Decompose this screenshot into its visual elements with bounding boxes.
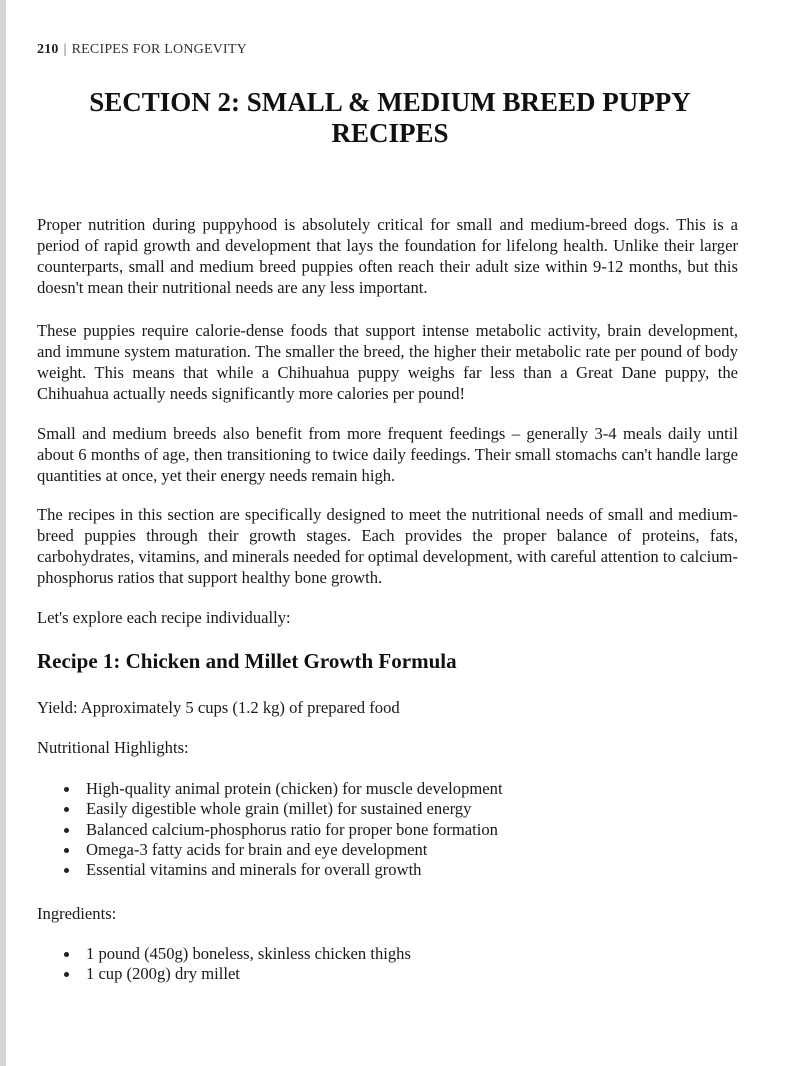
list-item: Omega-3 fatty acids for brain and eye development — [62, 840, 503, 860]
intro-paragraph-4: The recipes in this section are specifically designed to meet the nutritional needs of small and medium-breed puppies through their growth stages. Each provides the proper balance of proteins, fats, carbohydrates, vitamins, and minerals needed for optimal development, with careful attention to calcium-phosphorus ratios that support healthy bone growth. — [37, 505, 738, 587]
section-title-line-1: SECTION 2: SMALL & MEDIUM BREED PUPPY — [89, 87, 691, 117]
intro-paragraph-2: These puppies require calorie-dense foods that support intense metabolic activity, brain development, and immune system maturation. The smaller the breed, the higher their metabolic rate per pound of body weight. This means that while a Chihuahua puppy weighs far less than a Great Dane puppy, the Chihuahua actually needs significantly more calories per pound! — [37, 321, 738, 403]
running-header — [37, 42, 247, 58]
ingredients-list — [62, 944, 411, 985]
header-separator: | — [63, 42, 67, 57]
ingredients-label: Ingredients: — [37, 904, 117, 923]
recipe-title: Recipe 1: Chicken and Millet Growth Formula — [37, 649, 457, 673]
book-title: RECIPES FOR LONGEVITY — [71, 42, 247, 57]
recipe-yield: Yield: Approximately 5 cups (1.2 kg) of prepared food — [37, 698, 400, 717]
list-item: Easily digestible whole grain (millet) for sustained energy — [62, 799, 503, 819]
list-item: Essential vitamins and minerals for overall growth — [62, 860, 503, 880]
page-edge-shadow — [0, 0, 6, 1066]
list-item: High-quality animal protein (chicken) for muscle development — [62, 779, 503, 799]
list-item: 1 cup (200g) dry millet — [62, 964, 411, 984]
list-item: Balanced calcium-phosphorus ratio for proper bone formation — [62, 820, 503, 840]
intro-paragraph-5: Let's explore each recipe individually: — [37, 608, 291, 627]
section-title-line-2: RECIPES — [331, 118, 449, 148]
highlights-list — [62, 779, 503, 880]
highlights-label: Nutritional Highlights: — [37, 738, 189, 757]
intro-paragraph-3: Small and medium breeds also benefit from more frequent feedings – generally 3-4 meals daily until about 6 months of age, then transitioning to twice daily feedings. Their small stomachs can't handle large quantities at once, yet their energy needs remain high. — [37, 424, 738, 485]
section-title — [40, 87, 740, 149]
list-item: 1 pound (450g) boneless, skinless chicken thighs — [62, 944, 411, 964]
page-number: 210 — [37, 42, 59, 57]
intro-paragraph-1: Proper nutrition during puppyhood is absolutely critical for small and medium-breed dogs. This is a period of rapid growth and development that lays the foundation for lifelong health. Unlike their larger counterparts, small and medium breed puppies often reach their adult size within 9-12 months, but this doesn't mean their nutritional needs are any less important. — [37, 215, 738, 297]
